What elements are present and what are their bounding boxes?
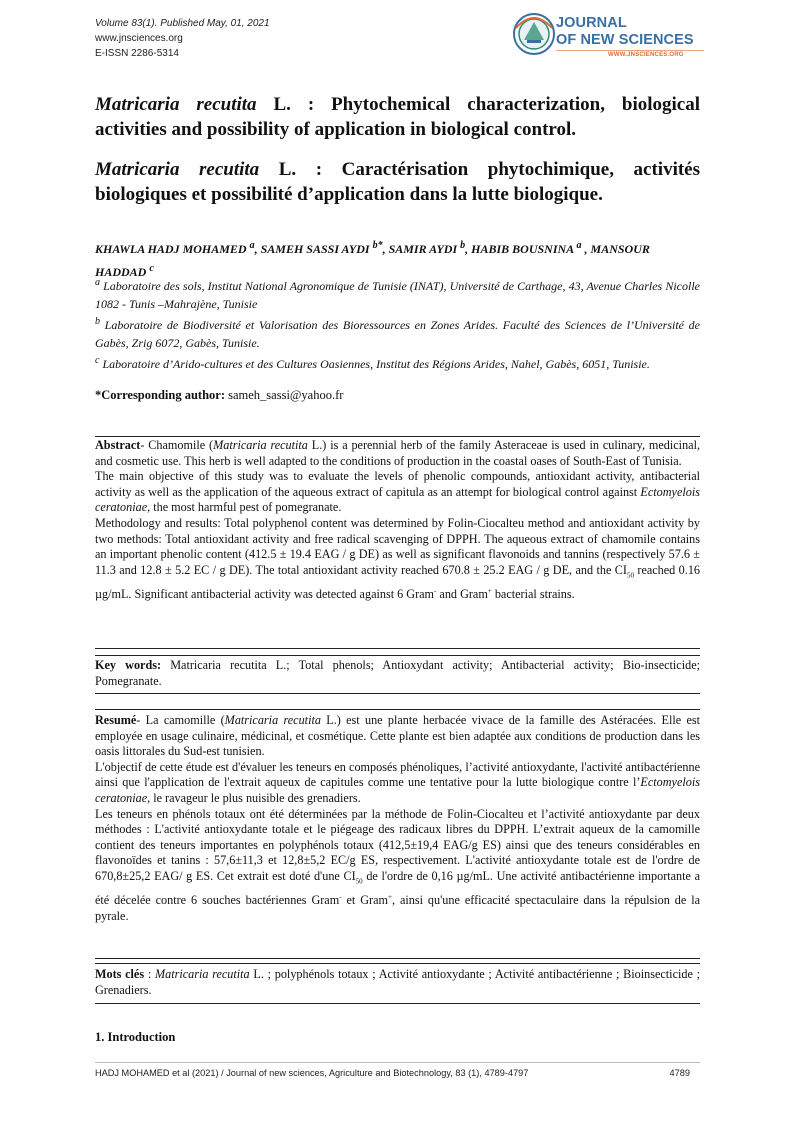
- title-en-species: Matricaria recutita: [95, 94, 257, 115]
- author-list: KHAWLA HADJ MOHAMED $^a$, SAMEH SASSI AYDI $^{b*}$, SAMIR AYDI $^b$, HABIB BOUSNINA $^a$ , MANSOUR HADDAD $^c$: [95, 240, 650, 279]
- title-english: [95, 92, 700, 142]
- section-divider: [95, 655, 700, 656]
- journal-website[interactable]: www.jnsciences.org: [95, 33, 183, 44]
- resume-section: [95, 713, 700, 924]
- abstract-paragraph: [95, 516, 700, 602]
- resume-text: , le ravageur le plus nuisible des grenadiers.: [147, 790, 361, 805]
- author-superscript: a: [249, 240, 255, 251]
- abstract-text: reached 0.16 µg/mL. Significant antibacterial activity was detected against 6 Gram: [95, 562, 701, 601]
- page-footer: [95, 1068, 700, 1078]
- abstract-text: bacterial strains.: [491, 586, 575, 601]
- section-divider: [95, 648, 700, 649]
- logo-title-line1: JOURNAL: [556, 15, 627, 31]
- author-name: SAMIR AYDI: [388, 242, 458, 256]
- affiliation-superscript: a: [95, 277, 100, 288]
- keywords-text: Matricaria recutita L.; Total phenols; Antioxydant activity; Antibacterial activity; Bio-insecticide; Pomegranate.: [95, 658, 700, 688]
- species-name: Matricaria recutita: [213, 438, 308, 452]
- species-name: Ectomyelois ceratoniae: [95, 775, 700, 805]
- section-divider: [95, 958, 700, 959]
- mots-cles-paragraph: [95, 967, 700, 998]
- resume-paragraph: [95, 713, 700, 760]
- subscript: 50: [355, 877, 363, 886]
- author-name: MANSOUR HADDAD: [95, 242, 650, 279]
- section-divider: [95, 1003, 700, 1004]
- abstract-text: and Gram: [436, 586, 488, 601]
- section-divider: [95, 963, 700, 964]
- section-divider: [95, 436, 700, 437]
- corresponding-label: *Corresponding author:: [95, 388, 225, 402]
- corresponding-author: [95, 388, 343, 403]
- section-divider: [95, 693, 700, 694]
- affiliation-c: [95, 352, 700, 373]
- superscript: +: [487, 586, 492, 595]
- keywords-label: Key words:: [95, 658, 162, 672]
- affiliation-a: [95, 274, 700, 313]
- resume-text: et Gram: [341, 893, 388, 908]
- resume-text: Les teneurs en phénols totaux ont été déterminées par la méthode de Folin-Ciocalteu et l’activité antioxydante par deux méthodes : L'activité antioxydante totale et le piégeage des radicaux libres du DPPH. L’extrait aqueux de la camomille contient des teneurs importantes en polyphénols totaux (412,5±19,4 EAG/g ES) ainsi que des teneurs considérables en flavonoïdes et tanins : 57,6±11,3 et 12,8±5,2 EC/g ES, respectivement. L'activité antioxydante totale est de l'ordre de 670,8±25,2 EAG/ g ES. Cet extrait est doté d'une CI: [95, 806, 700, 883]
- species-name: Matricaria recutita: [224, 713, 321, 727]
- journal-issn: E-ISSN 2286-5314: [95, 48, 179, 59]
- abstract-text: , the most harmful pest of pomegranate.: [147, 500, 342, 515]
- abstract-section: [95, 438, 700, 602]
- affiliation-superscript: b: [95, 316, 100, 327]
- affiliation-text: Laboratoire de Biodiversité et Valorisation des Bioressources en Zones Arides. Faculté des Sciences de l’Université de Gabès, Zrig 6072, Gabès, Tunisie.: [95, 318, 700, 350]
- title-french: [95, 157, 700, 207]
- superscript: +: [388, 892, 392, 901]
- species-name: Ectomyelois ceratoniae: [95, 484, 700, 515]
- resume-text: de l'ordre de 0,16 µg/mL. Une activité antibactérienne importante a été décelée contre 6 souches bactériennes Gram: [95, 868, 701, 908]
- abstract-text: L.) is a perennial herb of the family Asteraceae is used in culinary, medicinal, and cosmetic use. This herb is well adapted to the conditions of production in the coastal oases of South-East of Tunisia.: [95, 438, 700, 468]
- logo-divider: [556, 50, 704, 51]
- affiliation-b: [95, 313, 700, 352]
- subscript: 50: [626, 571, 634, 580]
- introduction-heading: 1. Introduction: [95, 1030, 176, 1044]
- corresponding-email[interactable]: sameh_sassi@yahoo.fr: [225, 388, 344, 402]
- resume-paragraph: [95, 760, 700, 807]
- affiliations: [95, 274, 700, 373]
- resume-text: L'objectif de cette étude est d'évaluer les teneurs en composés phénoliques, l’activité antioxydante, l'activité antibactérienne ainsi que l'application de l'extrait aqueux de capitules comme une tentative pour la lutte biologique contre l’: [95, 759, 700, 790]
- keywords-section: [95, 658, 700, 689]
- journal-seal-icon: [512, 10, 556, 58]
- title-fr-text: L. : Caractérisation phytochimique, activités biologiques et possibilité d’application dans la lutte biologique.: [95, 159, 700, 205]
- species-name: Matricaria recutita: [154, 967, 250, 981]
- footer-divider: [95, 1062, 700, 1063]
- mots-cles-text: L. ; polyphénols totaux ; Activité antioxydante ; Activité antibactérienne ; Bioinsecticide ; Grenadiers.: [95, 967, 700, 997]
- title-en-text: L. : Phytochemical characterization, biological activities and possibility of application in biological control.: [95, 94, 700, 140]
- logo-title-line2: OF NEW SCIENCES: [556, 32, 694, 48]
- resume-text: L.) est une plante herbacée vivace de la famille des Astéracées. Elle est employée en usage culinaire, médicinal, et cosmétique. Cette plante est bien adaptée aux conditions de production dans les oasis littorales du Sud-est tunisien.: [95, 713, 700, 759]
- affiliation-text: Laboratoire des sols, Institut National Agronomique de Tunisie (INAT), Université de Carthage, 43, Avenue Charles Nicolle 1082 - Tunis –Mahrajène, Tunisie: [95, 279, 700, 311]
- superscript: -: [339, 892, 342, 901]
- page-number: 4789: [669, 1068, 690, 1078]
- author-superscript: b: [460, 240, 466, 251]
- abstract-text: - Chamomile (: [140, 438, 214, 452]
- footer-citation: HADJ MOHAMED et al (2021) / Journal of new sciences, Agriculture and Biotechnology, 83 (1), 4789-4797: [95, 1068, 529, 1078]
- affiliation-text: Laboratoire d’Arido-cultures et des Cultures Oasiennes, Institut des Régions Arides, Nahel, Gabès, 6051, Tunisie.: [99, 357, 650, 371]
- author-name: HABIB BOUSNINA: [471, 242, 574, 256]
- journal-logo: [512, 8, 704, 68]
- volume-info: Volume 83(1). Published May, 01, 2021: [95, 18, 270, 29]
- author-superscript: c: [149, 263, 154, 274]
- keywords-paragraph: [95, 658, 700, 689]
- superscript: -: [434, 586, 437, 595]
- author-superscript: b*: [372, 240, 383, 251]
- title-fr-species: Matricaria recutita: [95, 159, 260, 180]
- logo-url: WWW.JNSCIENCES.ORG: [608, 52, 684, 58]
- abstract-paragraph: [95, 469, 700, 516]
- mots-cles-section: [95, 967, 700, 998]
- abstract-text: The main objective of this study was to evaluate the levels of phenolic compounds, antioxidant activity, antibacterial activity as well as the application of the aqueous extract of capitula as an attempt for biological control against: [95, 469, 700, 499]
- author-superscript: a: [576, 240, 582, 251]
- journal-meta: [95, 16, 270, 61]
- abstract-label: Abstract: [95, 438, 141, 452]
- mots-cles-text: :: [144, 967, 155, 981]
- abstract-text: Methodology and results: Total polyphenol content was determined by Folin-Ciocalteu method and antioxidant activity by two methods: Total antioxidant activity and free radical scavenging of DPPH. The aqueous extract of chamomile contains an important phenolic content (412.5 ± 19.4 EAG / g DE) as well as significant flavonoids and tannins (respectively 57.6 ± 11.3 and 12.8 ± 5.2 EC / g DE). The total antioxidant activity reached 670.8 ± 25.2 EAG / g DE, and the CI: [95, 515, 700, 577]
- resume-text: - La camomille (: [136, 713, 225, 727]
- resume-text: , ainsi qu'une efficacité spectaculaire dans la répulsion de la pyrale.: [95, 893, 701, 923]
- author-name: KHAWLA HADJ MOHAMED: [95, 242, 247, 256]
- section-divider: [95, 709, 700, 710]
- affiliation-superscript: c: [95, 355, 100, 366]
- resume-paragraph: [95, 807, 700, 925]
- mots-cles-label: Mots clés: [95, 967, 145, 981]
- author-name: SAMEH SASSI AYDI: [260, 242, 370, 256]
- resume-label: Resumé: [95, 713, 137, 727]
- abstract-paragraph: [95, 438, 700, 469]
